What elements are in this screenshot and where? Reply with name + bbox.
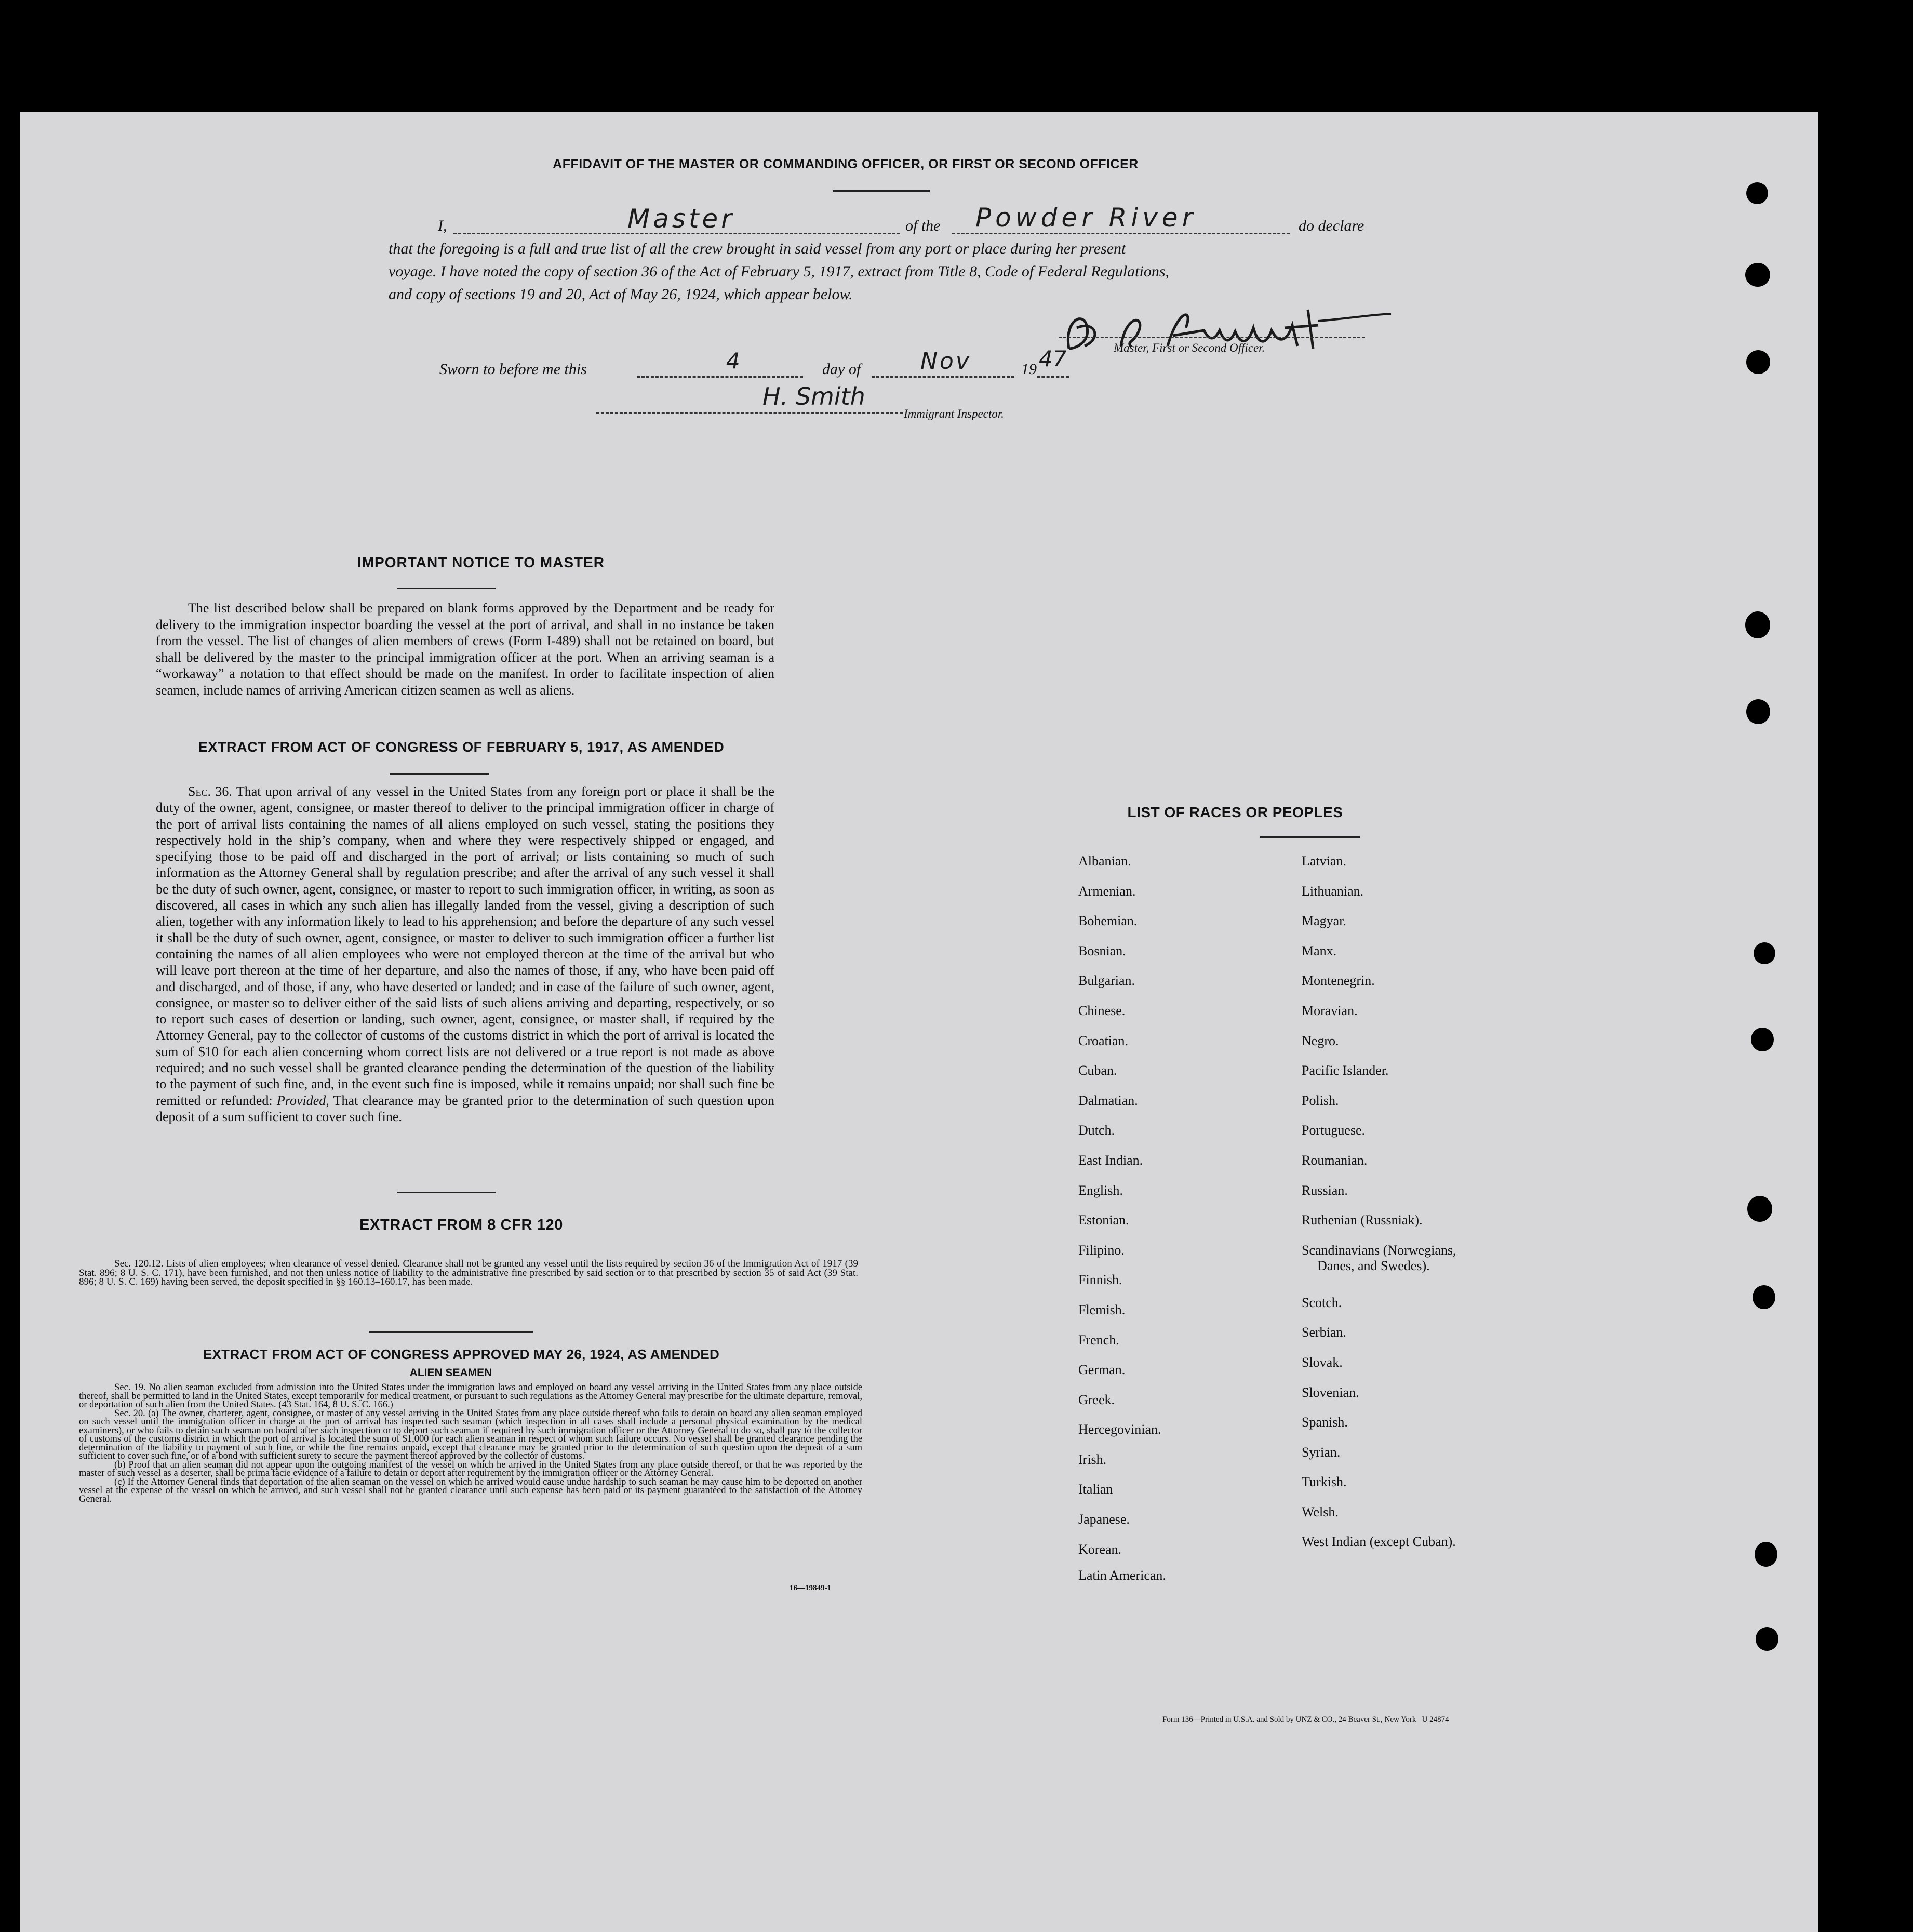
punch-hole <box>1746 350 1770 374</box>
race-item: Bosnian. <box>1078 943 1126 958</box>
extract-1917-title: EXTRACT FROM ACT OF CONGRESS OF FEBRUARY 5, 1917, AS AMENDED <box>198 739 725 755</box>
punch-hole <box>1751 1028 1774 1051</box>
label-of-the: of the <box>905 217 941 234</box>
race-item: French. <box>1078 1332 1119 1348</box>
sworn-month-handwritten: Nov <box>920 348 971 375</box>
sec-36-text: That upon arrival of any vessel in the United States from any foreign port or place it shall be the duty of the owner, agent, consignee, or master thereof to deliver to the principal immigration officer in charge of the port of arrival lists containing the names of all aliens employed on such vessel, stating the positions they respectively hold in the ship’s company, when and where they were respectively shipped or engaged, and specifying those to be paid off and discharged in the port of arrival; or lists containing so much of such information as the Attorney General shall by regulation prescribe; and after the arrival of any such vessel it shall be the duty of such owner, agent, consignee, or master to report to such immigration officer, in writing, as soon as discovered, all cases in which any such alien has illegally landed from the vessel, giving a description of such alien, together with any information likely to lead to his apprehension; and before the departure of any such vessel it shall be the duty of such owner, agent, consignee, or master to deliver to such immigration officer a further list containing the names of all alien employees who were not employed thereon at the time of the arrival but who will leave port thereon at the time of her departure, and also the names of those, if any, who have been paid off and discharged, and of those, if any, who have deserted or landed; and in case of the failure of such owner, agent, consignee, or master so to deliver either of the said lists of such aliens arriving and departing, respectively, or so to report such cases of desertion or landing, such owner, agent, consignee, or master shall, if required by the Attorney General, pay to the collector of customs of the customs district in which the port of arrival is located the sum of $10 for each alien concerning whom correct lists are not delivered or a true report is not made as above required; and no such vessel shall be granted clearance pending the determination of the question of the liability to the payment of such fine, and, in the event such fine is imposed, while it remains unpaid; nor shall such fine be remitted or refunded: <box>156 784 775 1108</box>
title-rule <box>833 190 930 192</box>
race-item: Chinese. <box>1078 1003 1126 1018</box>
year-handwritten: 47 <box>1039 346 1067 371</box>
sec-20a-text: Sec. 20. (a) The owner, charterer, agent, consignee, or master of any vessel arriving in the United States from any place outside thereof who fails to detain on board any alien seaman employed on such vessel until the immigration officer in charge at the port of arrival has inspected such seaman (which inspection in all cases shall include a personal physical examination by the medical examiners), or who fails to detain such seaman on board after such inspection or to deport such seaman if required by such immigration officer or the Attorney General to do so, shall pay to the collector of customs of the customs district in which the port of arrival is located the sum of $1,000 for each alien seaman in respect of whom such failure occurs. No vessel shall be granted clearance pending the determination of the liability to payment of such fine, or while the fine remains unpaid, except that clearance may be granted prior to the determination of such question upon the deposit of a sum sufficient to cover such fine, or of a bond with sufficient surety to secure the payment thereof approved by the collector of customs. <box>79 1408 862 1461</box>
race-item: Korean. <box>1078 1541 1122 1557</box>
race-item-scand-line1: Scandinavians (Norwegians, <box>1302 1242 1456 1258</box>
signature-line <box>1059 337 1365 338</box>
race-item: Manx. <box>1302 943 1337 958</box>
sworn-label: Sworn to before me this <box>439 361 587 378</box>
race-item: Polish. <box>1302 1092 1339 1108</box>
sec-20c-text: (c) If the Attorney General finds that deportation of the alien seaman on the vessel on which he arrived would cause undue hardship to such seaman he may cause him to be deported on another vessel at the expense of the vessel on which he arrived, and such vessel shall not be granted clearance until such expense has been paid or its payment guaranteed to the satisfaction of the Attorney General. <box>79 1476 862 1504</box>
cfr-title: EXTRACT FROM 8 CFR 120 <box>359 1217 563 1233</box>
affidavit-body-line3: and copy of sections 19 and 20, Act of May 26, 1924, which appear below. <box>389 286 853 303</box>
notice-title: IMPORTANT NOTICE TO MASTER <box>357 554 605 570</box>
sec-36-label: Sec. 36. <box>188 784 232 799</box>
race-item: Dalmatian. <box>1078 1092 1138 1108</box>
race-item: Negro. <box>1302 1033 1339 1048</box>
race-item-scand-line2: Danes, and Swedes). <box>1317 1258 1430 1273</box>
day-of-label: day of <box>822 361 861 378</box>
punch-hole <box>1756 1627 1778 1651</box>
punch-hole <box>1747 1196 1772 1222</box>
race-item: Moravian. <box>1302 1003 1358 1018</box>
punch-hole <box>1745 611 1770 638</box>
race-item: Lithuanian. <box>1302 883 1364 899</box>
race-item: Irish. <box>1078 1451 1107 1467</box>
sec-36-text-end: That clearance may be granted prior to the determination of such question upon deposit of a sum sufficient to cover such fine. <box>156 1092 775 1124</box>
cfr-top-rule <box>397 1192 496 1193</box>
extract-1924-title: EXTRACT FROM ACT OF CONGRESS APPROVED MAY 26, 1924, AS AMENDED <box>203 1347 720 1362</box>
affidavit-body-line1: that the foregoing is a full and true list of all the crew brought in said vessel from any port or place during her present <box>389 240 1126 257</box>
sworn-day-handwritten: 4 <box>726 348 740 374</box>
sworn-month-line <box>872 376 1014 378</box>
race-item: Bohemian. <box>1078 913 1138 929</box>
races-col1 <box>1078 846 1166 1587</box>
notice-rule <box>397 588 496 589</box>
extract-1917-text <box>156 783 774 1125</box>
punch-hole <box>1745 263 1770 287</box>
punch-hole <box>1755 1542 1777 1567</box>
race-item: Turkish. <box>1302 1474 1347 1490</box>
sec-20b-text: (b) Proof that an alien seaman did not appear upon the outgoing manifest of the vessel on which he arrived in the United States from any place outside thereof, or that he was reported by the master of such vessel as a deserter, shall be prima facie evidence of a failure to detain or deport after requirement by the immigration officer or the Attorney General. <box>79 1459 862 1478</box>
extract-1917-rule <box>390 773 489 775</box>
notice-text: The list described below shall be prepared on blank forms approved by the Department and be ready for delivery to the immigration inspector boarding the vessel at the port of arrival, and shall in no instance be taken from the vessel. The list of changes of alien members of crews (Form I-489) shall not be retained on board, but shall be delivered by the master to the principal immigration officer at the port. When an arriving seaman is a “workaway” a notation to that effect should be made on the manifest. In order to facilitate inspection of alien seamen, include names of arriving American citizen seamen as well as aliens. <box>156 601 774 698</box>
races-col2 <box>1302 846 1456 1557</box>
race-item: Slovenian. <box>1302 1384 1359 1400</box>
alien-seamen-subtitle: ALIEN SEAMEN <box>409 1367 492 1379</box>
affidavit-body-line2: voyage. I have noted the copy of section 36 of the Act of February 5, 1917, extract from Title 8, Code of Federal Regulations, <box>389 263 1170 280</box>
race-item: Flemish. <box>1078 1302 1126 1317</box>
inspector-line <box>596 412 903 414</box>
punch-hole <box>1754 942 1775 964</box>
race-item: Finnish. <box>1078 1272 1122 1288</box>
inspector-signature: H. Smith <box>762 382 865 410</box>
race-item: Croatian. <box>1078 1033 1129 1048</box>
year-prefix: 19 <box>1021 361 1037 378</box>
provided-word: Provided, <box>276 1092 329 1108</box>
signature-caption: Master, First or Second Officer. <box>1114 341 1265 354</box>
master-name-handwritten: Master <box>627 204 735 234</box>
year-line <box>1037 376 1069 378</box>
race-item: Ruthenian (Russniak). <box>1302 1213 1423 1228</box>
document-page <box>20 112 1818 1932</box>
race-item: Dutch. <box>1078 1123 1115 1138</box>
race-item: Italian <box>1078 1482 1113 1497</box>
race-item-scandinavians <box>1302 1235 1456 1288</box>
race-item: East Indian. <box>1078 1152 1143 1168</box>
race-item: Japanese. <box>1078 1512 1130 1527</box>
race-item: Roumanian. <box>1302 1152 1368 1168</box>
race-item: West Indian (except Cuban). <box>1302 1534 1456 1550</box>
vessel-name-handwritten: Powder River <box>975 203 1197 233</box>
vessel-line <box>952 233 1290 234</box>
race-item: Montenegrin. <box>1302 973 1375 989</box>
race-item: Estonian. <box>1078 1213 1129 1228</box>
race-item: Filipino. <box>1078 1242 1125 1258</box>
races-rule <box>1260 836 1360 838</box>
race-item: Hercegovinian. <box>1078 1422 1161 1437</box>
race-item: Cuban. <box>1078 1063 1117 1078</box>
race-item: Latvian. <box>1302 854 1346 869</box>
punch-hole <box>1753 1285 1775 1309</box>
race-item: Syrian. <box>1302 1444 1341 1460</box>
race-item: Spanish. <box>1302 1415 1348 1430</box>
race-item: Albanian. <box>1078 854 1131 869</box>
sworn-day-line <box>637 376 803 378</box>
cfr-text: Sec. 120.12. Lists of alien employees; when clearance of vessel denied. Clearance shall not be granted any vessel until the lists required by section 36 of the Immigration Act of 1917 (39 Stat. 896; 8 U. S. C. 171), have been furnished, and not then unless notice of liability to the administrative fine prescribed by said section or to that prescribed by section 35 of said Act (39 Stat. 896; 8 U. S. C. 169) having been served, the deposit specified in §§ 160.13–160.17, has been made. <box>79 1258 858 1287</box>
race-item: Pacific Islander. <box>1302 1063 1389 1078</box>
race-item: English. <box>1078 1182 1123 1198</box>
race-item: Slovak. <box>1302 1354 1343 1370</box>
race-item: German. <box>1078 1362 1126 1378</box>
punch-hole <box>1746 699 1770 724</box>
punch-hole <box>1746 182 1768 204</box>
race-item: Bulgarian. <box>1078 973 1135 989</box>
form-footer: Form 136—Printed in U.S.A. and Sold by UNZ & CO., 24 Beaver St., New York U 24874 <box>1162 1715 1449 1724</box>
races-title: LIST OF RACES OR PEOPLES <box>1127 804 1343 820</box>
race-item: Scotch. <box>1302 1295 1342 1310</box>
extract-1924-body <box>79 1383 862 1503</box>
affidavit-title: AFFIDAVIT OF THE MASTER OR COMMANDING OFFICER, OR FIRST OR SECOND OFFICER <box>553 157 1139 171</box>
race-item: Greek. <box>1078 1392 1115 1407</box>
race-item: Magyar. <box>1302 913 1346 929</box>
race-item: Latin American. <box>1078 1568 1166 1583</box>
label-i: I, <box>438 217 447 234</box>
race-item: Russian. <box>1302 1182 1348 1198</box>
inspector-caption: Immigrant Inspector. <box>904 407 1004 420</box>
race-item: Serbian. <box>1302 1325 1346 1340</box>
form-code: 16—19849-1 <box>790 1584 831 1592</box>
race-item: Armenian. <box>1078 883 1136 899</box>
label-do-declare: do declare <box>1299 217 1364 234</box>
race-item: Welsh. <box>1302 1504 1339 1520</box>
extract-1924-rule <box>369 1331 533 1333</box>
sec-19-text: Sec. 19. No alien seaman excluded from admission into the United States under the immigration laws and employed on board any vessel arriving in the United States from any place outside thereof, shall be permitted to land in the United States, except temporarily for medical treatment, or pursuant to such regulations as the Attorney General may prescribe for the ultimate departure, removal, or deportation of such alien from the United States. (43 Stat. 164, 8 U. S. C. 166.) <box>79 1382 862 1410</box>
race-item: Portuguese. <box>1302 1123 1366 1138</box>
